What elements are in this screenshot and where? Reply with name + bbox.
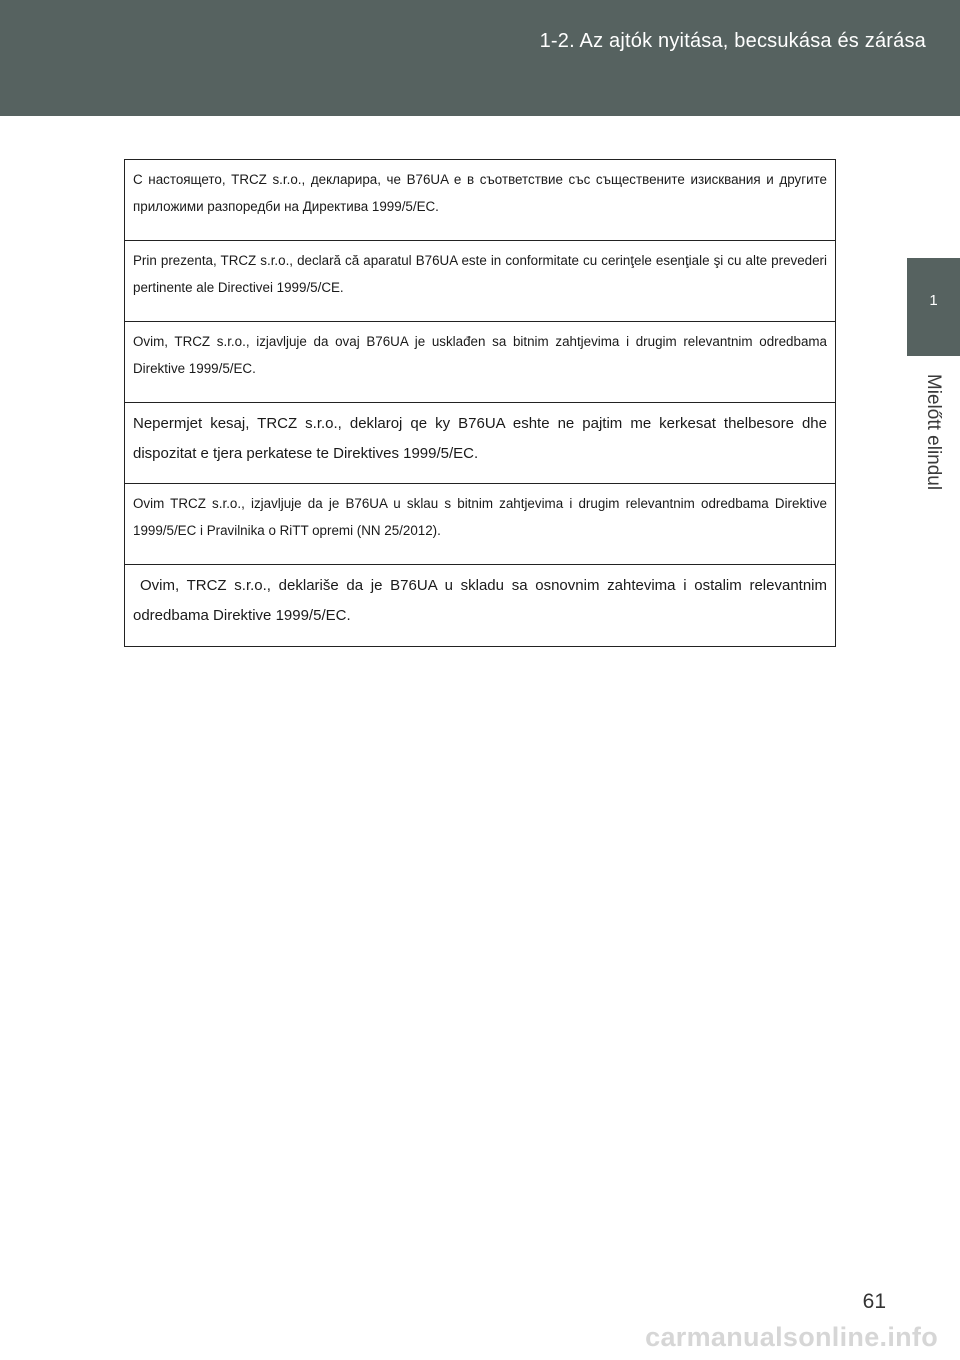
watermark: carmanualsonline.info (645, 1322, 938, 1352)
declaration-table (124, 159, 836, 647)
declaration-row-bulgarian (125, 160, 835, 241)
declaration-text: Prin prezenta, TRCZ s.r.o., declară că aparatul B76UA este in conformitate cu cerinţele esenţiale şi cu alte prevederi pertinente ale Directivei 1999/5/CE. (133, 253, 827, 295)
chapter-label: Mielőtt elindul (923, 373, 944, 491)
declaration-row-serbian (125, 565, 835, 646)
declaration-row-croatian (125, 484, 835, 565)
section-title: 1-2. Az ajtók nyitása, becsukása és zárása (539, 30, 926, 52)
declaration-text: Nepermjet kesaj, TRCZ s.r.o., deklaroj qe ky B76UA eshte ne pajtim me kerkesat thelbesore dhe dispozitat e tjera perkatese te Direktives 1999/5/EC. (133, 415, 827, 462)
header-band (0, 0, 960, 116)
declaration-row-albanian (125, 403, 835, 484)
chapter-tab (907, 258, 960, 356)
declaration-text: С настоящето, TRCZ s.r.o., декларира, че B76UA е в съответствие със съществените изисквания и другите приложими разпоредби на Директива 1999/5/ЕС. (133, 172, 827, 214)
page-number: 61 (862, 1290, 886, 1313)
declaration-text: Ovim TRCZ s.r.o., izjavljuje da je B76UA u sklau s bitnim zahtjevima i drugim relevantnim odredbama Direktive 1999/5/EC i Pravilnika o RiTT opremi (NN 25/2012). (133, 496, 827, 538)
declaration-text: Ovim, TRCZ s.r.o., izjavljuje da ovaj B76UA je usklađen sa bitnim zahtjevima i drugim relevantnim odredbama Direktive 1999/5/EC. (133, 334, 827, 376)
declaration-row-romanian (125, 241, 835, 322)
chapter-number: 1 (929, 292, 938, 309)
declaration-row-bosnian (125, 322, 835, 403)
declaration-text: Ovim, TRCZ s.r.o., deklariše da je B76UA u skladu sa osnovnim zahtevima i ostalim relevantnim odredbama Direktive 1999/5/EC. (133, 577, 827, 624)
